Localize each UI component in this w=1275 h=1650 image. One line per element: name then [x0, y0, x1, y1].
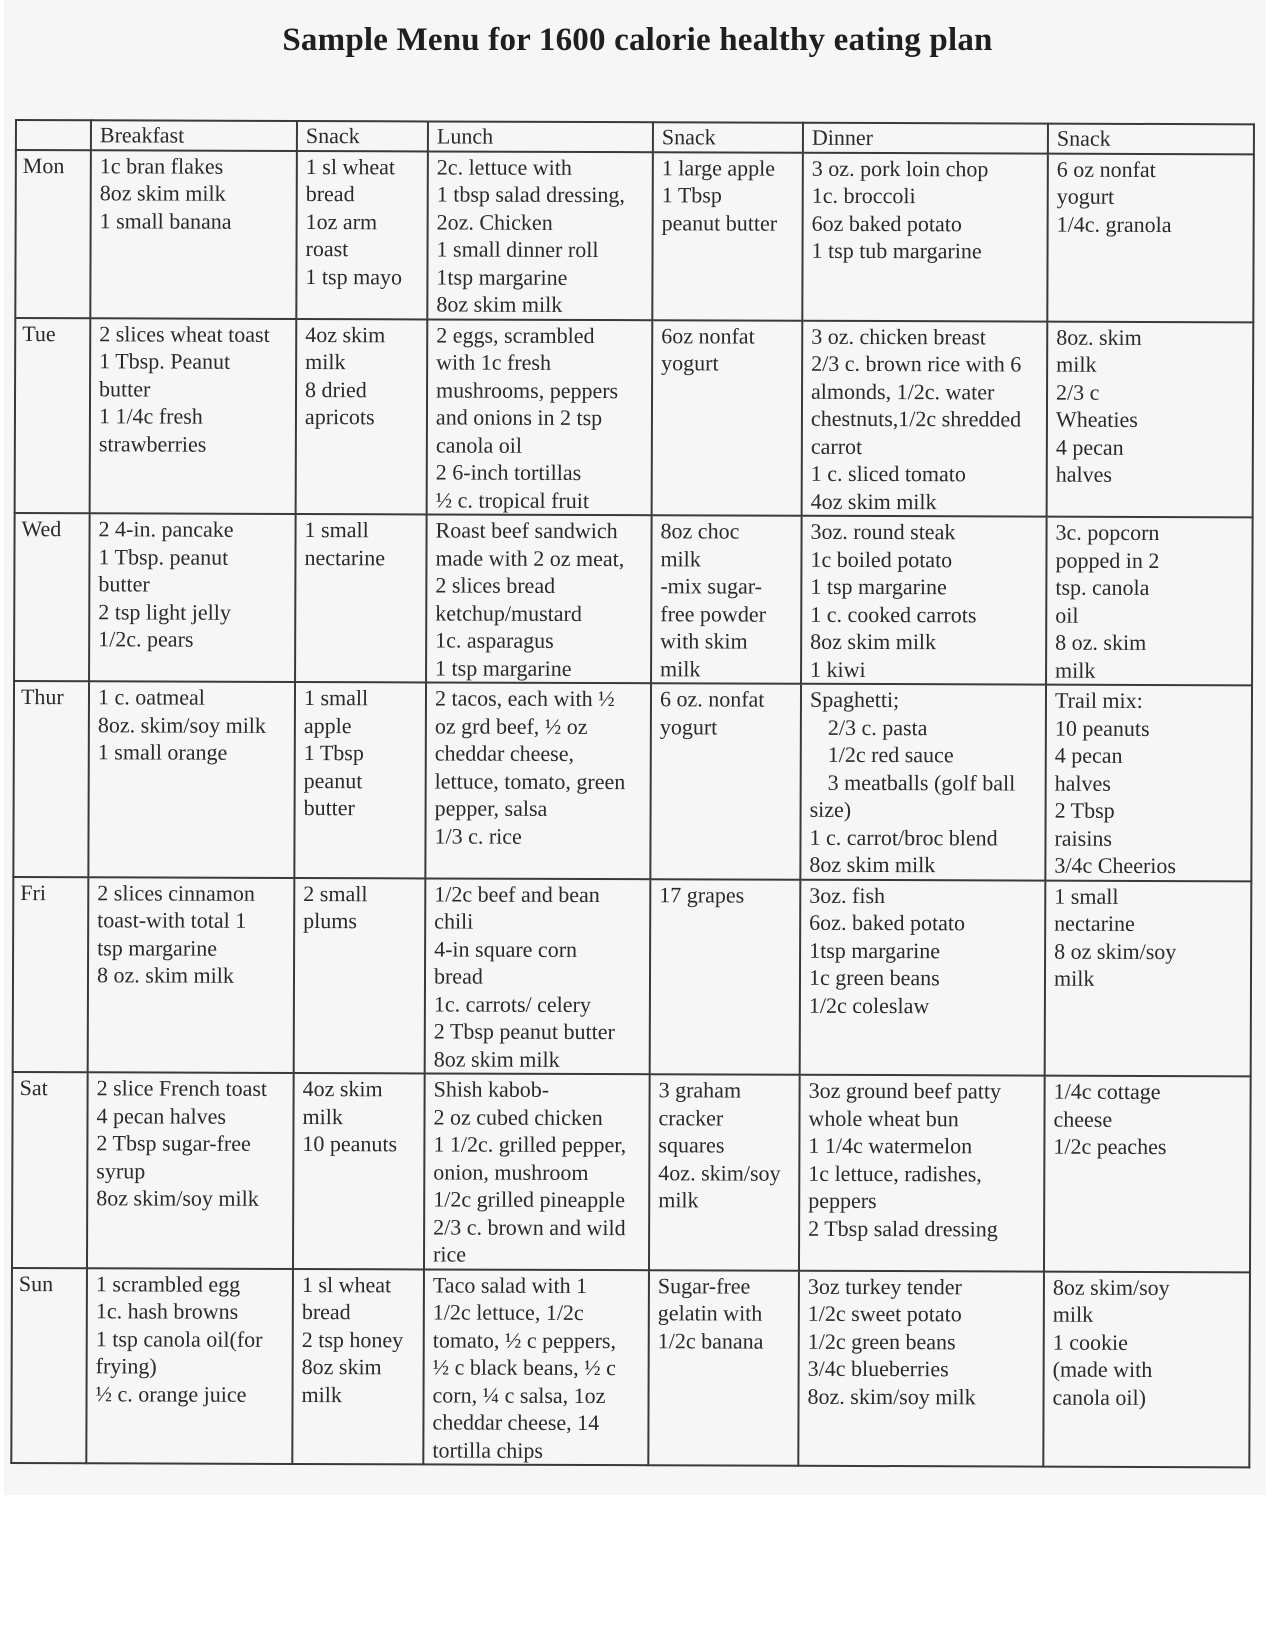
- menu-cell: [1047, 153, 1254, 322]
- menu-item: 1/2c lettuce, 1/2c: [432, 1299, 584, 1325]
- menu-item: with skim: [660, 628, 748, 654]
- menu-item: 1c lettuce, radishes,: [808, 1160, 982, 1186]
- menu-item: 4oz skim milk: [810, 488, 937, 514]
- menu-item: butter: [303, 795, 355, 821]
- menu-item: 1 sl wheat: [305, 153, 396, 179]
- menu-item: 1 large apple: [661, 154, 776, 181]
- menu-item: carrot: [810, 433, 863, 459]
- menu-item: mushrooms, peppers: [436, 376, 619, 403]
- menu-cell: [652, 152, 803, 321]
- menu-cell: [293, 1073, 425, 1269]
- menu-item: 1 c. oatmeal: [97, 684, 205, 710]
- menu-cell: [88, 877, 295, 1073]
- menu-item: Roast beef sandwich: [435, 517, 618, 544]
- menu-item: 1 Tbsp. peanut: [98, 543, 229, 570]
- menu-item: milk: [660, 545, 701, 571]
- menu-item: 2 slice French toast: [96, 1075, 268, 1101]
- menu-item: butter: [99, 375, 151, 401]
- menu-item: 3/4c blueberries: [807, 1355, 949, 1382]
- menu-item: 1 small dinner roll: [436, 236, 599, 263]
- menu-item: 2oz. Chicken: [436, 208, 553, 235]
- menu-item: 2 small: [303, 880, 368, 906]
- menu-item: 8oz. skim: [1056, 324, 1142, 350]
- menu-item: 1 small: [303, 685, 369, 711]
- menu-item: ketchup/mustard: [435, 599, 582, 626]
- menu-cell: [296, 150, 428, 318]
- menu-item: 3oz. round steak: [810, 518, 956, 545]
- menu-item: 1 c. sliced tomato: [810, 460, 966, 487]
- menu-item: 1 scrambled egg: [95, 1270, 241, 1297]
- menu-cell: [649, 1074, 800, 1270]
- menu-item: 3 oz. pork loin chop: [811, 155, 989, 181]
- menu-item: 1/2c banana: [657, 1327, 764, 1354]
- menu-item: chestnuts,1/2c shredded: [810, 405, 1022, 432]
- menu-item: popped in 2: [1055, 547, 1160, 573]
- menu-item: toast-with total 1: [97, 907, 247, 933]
- menu-item: 1/4c cottage: [1053, 1078, 1161, 1105]
- menu-item: 2 oz cubed chicken: [433, 1103, 603, 1130]
- menu-item: 8oz. skim/soy milk: [97, 711, 266, 738]
- day-label: Sun: [11, 1267, 87, 1463]
- menu-item: 8oz skim milk: [436, 291, 563, 317]
- menu-item: 2 Tbsp peanut butter: [433, 1018, 615, 1045]
- menu-item: 2 tacos, each with ½: [434, 685, 615, 712]
- column-header-day: [16, 120, 91, 150]
- menu-item: 1 tsp mayo: [305, 263, 403, 289]
- menu-cell: [294, 682, 426, 878]
- menu-item: 1 1/4c fresh: [98, 403, 203, 429]
- menu-item: 1 sl wheat: [301, 1271, 392, 1297]
- menu-cell: [424, 1073, 650, 1269]
- menu-item: 10 peanuts: [302, 1131, 398, 1157]
- menu-item: 3 oz. chicken breast: [811, 323, 986, 349]
- menu-item: 1tsp margarine: [436, 263, 568, 290]
- menu-item: 17 grapes: [659, 881, 745, 908]
- menu-item: 1 c. carrot/broc blend: [809, 824, 998, 850]
- menu-item: 2 eggs, scrambled: [436, 321, 595, 348]
- menu-item: 2 tsp honey: [301, 1326, 404, 1352]
- menu-item: syrup: [96, 1157, 146, 1183]
- menu-cell: [295, 514, 427, 682]
- menu-item: 1/2c beef and bean: [434, 880, 600, 907]
- menu-item: 8oz skim milk: [810, 628, 937, 655]
- menu-cell: [801, 516, 1047, 685]
- menu-item: peanut: [303, 767, 363, 793]
- menu-item: 3oz turkey tender: [807, 1273, 962, 1299]
- menu-cell: [800, 879, 1046, 1075]
- menu-cell: [800, 684, 1046, 880]
- menu-item: ½ c black beans, ½ c: [432, 1354, 616, 1381]
- menu-item: 1 Tbsp: [661, 182, 722, 208]
- menu-item: 8oz skim milk: [99, 180, 226, 206]
- menu-cell: [426, 514, 652, 683]
- menu-item: 8oz choc: [660, 518, 740, 544]
- menu-item: 1 Tbsp: [303, 740, 364, 766]
- menu-item: 1 tsp margarine: [810, 573, 947, 600]
- menu-item: Spaghetti;: [809, 686, 900, 713]
- menu-item: tsp margarine: [97, 934, 218, 961]
- column-header: Lunch: [428, 121, 653, 151]
- menu-cell: [90, 150, 297, 319]
- menu-item: squares: [658, 1132, 725, 1158]
- menu-item: size): [809, 796, 852, 822]
- day-label: Wed: [14, 513, 90, 681]
- menu-item: milk: [1052, 1301, 1094, 1327]
- menu-item: roast: [305, 236, 349, 262]
- menu-item: 4-in square corn: [434, 935, 578, 962]
- menu-item: 4 pecan: [1054, 742, 1123, 768]
- menu-item: nectarine: [1054, 910, 1135, 936]
- menu-item: 3c. popcorn: [1055, 519, 1160, 545]
- menu-cell: [427, 319, 653, 515]
- column-header: Breakfast: [91, 120, 297, 150]
- menu-item: 1 small: [304, 517, 369, 543]
- menu-item: 2 slices wheat toast: [99, 320, 270, 347]
- menu-cell: [1046, 517, 1253, 686]
- menu-item: 1 tsp canola oil(for: [95, 1325, 263, 1352]
- menu-item: 8oz skim milk: [433, 1045, 560, 1072]
- menu-item: raisins: [1054, 825, 1112, 851]
- menu-item: tomato, ½ c peppers,: [432, 1326, 617, 1353]
- menu-cell: [423, 1269, 649, 1465]
- menu-item: 1 Tbsp. Peanut: [99, 348, 231, 374]
- column-header: Snack: [297, 121, 428, 151]
- menu-item: milk: [1055, 657, 1096, 683]
- menu-item: 6oz. baked potato: [809, 909, 966, 936]
- menu-item: 1c. carrots/ celery: [433, 990, 591, 1017]
- menu-item: gelatin with: [657, 1300, 763, 1326]
- menu-cell: [648, 1270, 799, 1466]
- menu-item: yogurt: [661, 350, 719, 376]
- menu-item: bread: [305, 181, 355, 207]
- menu-item: 2 slices bread: [435, 572, 556, 598]
- menu-item: 3 graham: [658, 1077, 742, 1103]
- menu-item: 2 tsp light jelly: [98, 598, 231, 625]
- menu-item: 8 oz skim/soy: [1054, 938, 1177, 964]
- menu-item: (made with: [1052, 1356, 1153, 1382]
- header-row: [16, 120, 1254, 154]
- menu-item: 2/3 c: [1056, 379, 1100, 405]
- menu-item: 2c. lettuce with: [436, 153, 572, 180]
- menu-item: 1 small orange: [97, 739, 228, 765]
- menu-item: apple: [303, 712, 352, 738]
- day-label: Mon: [15, 150, 91, 318]
- menu-item: Shish kabob-: [433, 1076, 550, 1102]
- table-row: [15, 150, 1254, 322]
- table-row: [13, 681, 1252, 881]
- menu-item: apricots: [304, 404, 375, 430]
- menu-item: bread: [301, 1299, 351, 1325]
- menu-cell: [1045, 685, 1252, 881]
- menu-item: and onions in 2 tsp: [435, 404, 603, 431]
- menu-item: ½ c. orange juice: [95, 1380, 247, 1407]
- menu-cell: [650, 879, 801, 1075]
- menu-item: 1/2c green beans: [807, 1328, 956, 1354]
- menu-item: milk: [1056, 351, 1097, 377]
- menu-item: 6oz nonfat: [661, 322, 755, 349]
- menu-cell: [802, 320, 1048, 516]
- menu-item: 8 dried: [305, 376, 367, 402]
- table-row: [13, 876, 1252, 1076]
- menu-item: 1 tsp tub margarine: [811, 237, 982, 264]
- menu-item: Wheaties: [1055, 406, 1138, 432]
- menu-item: 1 cookie: [1052, 1329, 1128, 1355]
- menu-item: 8 oz. skim: [1055, 629, 1147, 655]
- table-row: [14, 513, 1253, 685]
- menu-item: -mix sugar-: [660, 573, 763, 599]
- menu-cell: [1047, 321, 1254, 517]
- menu-item: chili: [434, 908, 474, 934]
- menu-item: 4 pecan halves: [96, 1102, 227, 1129]
- menu-item: 1/2c coleslaw: [808, 992, 930, 1018]
- table-row: [12, 1072, 1251, 1272]
- menu-item: peanut butter: [661, 209, 778, 236]
- menu-item: 1/2c grilled pineapple: [433, 1186, 626, 1213]
- menu-item: free powder: [660, 600, 766, 627]
- menu-item: 1/3 c. rice: [434, 822, 522, 849]
- menu-item: frying): [95, 1353, 157, 1379]
- menu-item: 1/2c. pears: [98, 626, 194, 652]
- menu-cell: [86, 1268, 293, 1464]
- menu-item: Trail mix:: [1054, 687, 1143, 713]
- menu-item: 3/4c Cheerios: [1054, 852, 1177, 879]
- menu-item: lettuce, tomato, green: [434, 767, 626, 794]
- menu-item: 1 tbsp salad dressing,: [436, 181, 625, 208]
- menu-item: oz grd beef, ½ oz: [434, 712, 588, 739]
- menu-item: 2/3 c. brown and wild: [433, 1213, 626, 1240]
- menu-item: 3oz. fish: [809, 882, 886, 908]
- menu-item: bread: [433, 963, 483, 989]
- menu-item: 8oz skim/soy milk: [96, 1185, 259, 1211]
- menu-cell: [292, 1268, 424, 1464]
- menu-item: 4oz skim: [302, 1076, 383, 1102]
- menu-item: milk: [660, 655, 701, 681]
- menu-item: 8oz skim/soy: [1052, 1274, 1170, 1300]
- menu-item: 1tsp margarine: [809, 937, 941, 963]
- table-row: [15, 318, 1254, 518]
- menu-item: whole wheat bun: [808, 1105, 959, 1131]
- menu-cell: [802, 152, 1048, 321]
- menu-item: milk: [658, 1187, 699, 1213]
- menu-item: 1c. hash browns: [95, 1298, 239, 1324]
- menu-item: 8oz. skim/soy milk: [807, 1383, 976, 1409]
- menu-item: oil: [1055, 602, 1079, 628]
- menu-item: milk: [302, 1103, 343, 1129]
- menu-item: canola oil): [1052, 1384, 1147, 1410]
- menu-item: cheddar cheese,: [434, 740, 575, 766]
- menu-item: halves: [1054, 770, 1111, 796]
- menu-item: 2/3 c. pasta: [827, 714, 928, 740]
- menu-item: yogurt: [1056, 183, 1115, 209]
- menu-item: 1c. broccoli: [811, 182, 916, 209]
- menu-item: 1 small banana: [99, 207, 232, 234]
- menu-item: ½ c. tropical fruit: [435, 486, 590, 513]
- menu-item: 1/2c sweet potato: [807, 1300, 962, 1327]
- menu-item: plums: [303, 908, 358, 934]
- menu-item: 4oz. skim/soy: [658, 1159, 781, 1186]
- menu-cell: [652, 320, 803, 516]
- day-label: Fri: [13, 876, 89, 1072]
- menu-item: 1 tsp margarine: [435, 654, 572, 681]
- menu-item: made with 2 oz meat,: [435, 544, 625, 571]
- table-row: [11, 1267, 1250, 1467]
- menu-item: 1/2c peaches: [1053, 1133, 1167, 1160]
- menu-cell: [651, 515, 802, 684]
- menu-cell: [90, 318, 297, 514]
- menu-cell: [294, 877, 426, 1073]
- menu-item: 8oz skim: [301, 1354, 382, 1380]
- menu-item: 1c bran flakes: [99, 152, 224, 179]
- menu-cell: [798, 1270, 1044, 1466]
- menu-item: 1 c. cooked carrots: [810, 601, 977, 627]
- menu-item: Taco salad with 1: [432, 1271, 588, 1298]
- menu-item: 2 Tbsp salad dressing: [808, 1215, 998, 1241]
- menu-item: strawberries: [98, 430, 207, 457]
- menu-item: milk: [1053, 965, 1095, 991]
- menu-item: 3oz ground beef patty: [808, 1077, 1002, 1104]
- menu-item: 4oz skim: [305, 321, 386, 347]
- menu-item: 2/3 c. brown rice with 6: [811, 350, 1022, 377]
- menu-item: Sugar-free: [657, 1272, 751, 1299]
- menu-item: 1 1/4c watermelon: [808, 1132, 973, 1159]
- menu-item: cracker: [658, 1104, 724, 1130]
- column-header: Snack: [653, 122, 803, 152]
- menu-item: 4 pecan: [1055, 434, 1124, 460]
- menu-item: 6 oz nonfat: [1056, 156, 1156, 182]
- menu-item: almonds, 1/2c. water: [811, 378, 995, 404]
- menu-cell: [650, 683, 801, 879]
- menu-cell: [427, 151, 653, 320]
- menu-cell: [296, 318, 428, 514]
- menu-cell: [1044, 1076, 1251, 1272]
- menu-item: milk: [301, 1381, 342, 1407]
- menu-item: 6oz baked potato: [811, 210, 962, 236]
- menu-cell: [1043, 1271, 1250, 1467]
- table-body: [11, 150, 1254, 1468]
- menu-item: cheddar cheese, 14: [432, 1409, 600, 1436]
- menu-item: 2 slices cinnamon: [97, 879, 255, 906]
- menu-cell: [89, 513, 296, 682]
- menu-item: 1/2c red sauce: [827, 741, 954, 768]
- menu-item: yogurt: [659, 713, 718, 739]
- menu-item: 2 6-inch tortillas: [435, 459, 582, 485]
- menu-item: 1 kiwi: [810, 656, 866, 682]
- day-label: Thur: [13, 681, 89, 877]
- menu-item: canola oil: [435, 431, 523, 458]
- menu-item: nectarine: [304, 544, 386, 570]
- menu-item: 10 peanuts: [1054, 715, 1150, 741]
- day-label: Sat: [12, 1072, 88, 1268]
- menu-item: pepper, salsa: [434, 795, 548, 821]
- column-header: Dinner: [803, 123, 1048, 153]
- menu-item: onion, mushroom: [433, 1158, 589, 1185]
- menu-item: 1oz arm: [305, 208, 378, 234]
- menu-cell: [799, 1075, 1045, 1271]
- menu-cell: [88, 681, 295, 877]
- menu-item: 1c boiled potato: [810, 546, 953, 572]
- menu-item: milk: [305, 349, 346, 375]
- menu-item: 8oz skim milk: [809, 851, 936, 878]
- menu-item: 1c green beans: [808, 964, 940, 991]
- menu-item: 2 Tbsp sugar-free: [96, 1130, 251, 1156]
- menu-item: with 1c fresh: [436, 349, 552, 375]
- menu-item: 1 1/2c. grilled pepper,: [433, 1131, 627, 1158]
- menu-item: rice: [432, 1241, 467, 1267]
- menu-item: 8 oz. skim milk: [96, 962, 234, 988]
- menu-item: corn, ¼ c salsa, 1oz: [432, 1381, 606, 1408]
- day-label: Tue: [15, 318, 91, 514]
- menu-item: 1 small: [1054, 883, 1119, 909]
- menu-item: 1c. asparagus: [435, 627, 554, 653]
- menu-cell: [1045, 880, 1252, 1076]
- menu-item: cheese: [1053, 1106, 1113, 1132]
- menu-item: halves: [1055, 461, 1113, 487]
- menu-item: butter: [98, 571, 150, 597]
- menu-cell: [87, 1072, 294, 1268]
- menu-item: 2 4-in. pancake: [98, 516, 234, 542]
- menu-item: peppers: [808, 1187, 877, 1214]
- column-header: Snack: [1048, 124, 1254, 154]
- menu-item: 3 meatballs (golf ball: [827, 769, 1016, 795]
- menu-cell: [425, 682, 651, 878]
- menu-table: [10, 119, 1255, 1468]
- page-title: Sample Menu for 1600 calorie healthy eating plan: [282, 22, 993, 58]
- menu-item: 1/4c. granola: [1056, 211, 1172, 237]
- menu-cell: [425, 878, 651, 1074]
- menu-item: tortilla chips: [432, 1436, 543, 1463]
- menu-item: 2 Tbsp: [1054, 797, 1115, 823]
- menu-item: 6 oz. nonfat: [659, 686, 765, 712]
- menu-item: tsp. canola: [1055, 574, 1150, 600]
